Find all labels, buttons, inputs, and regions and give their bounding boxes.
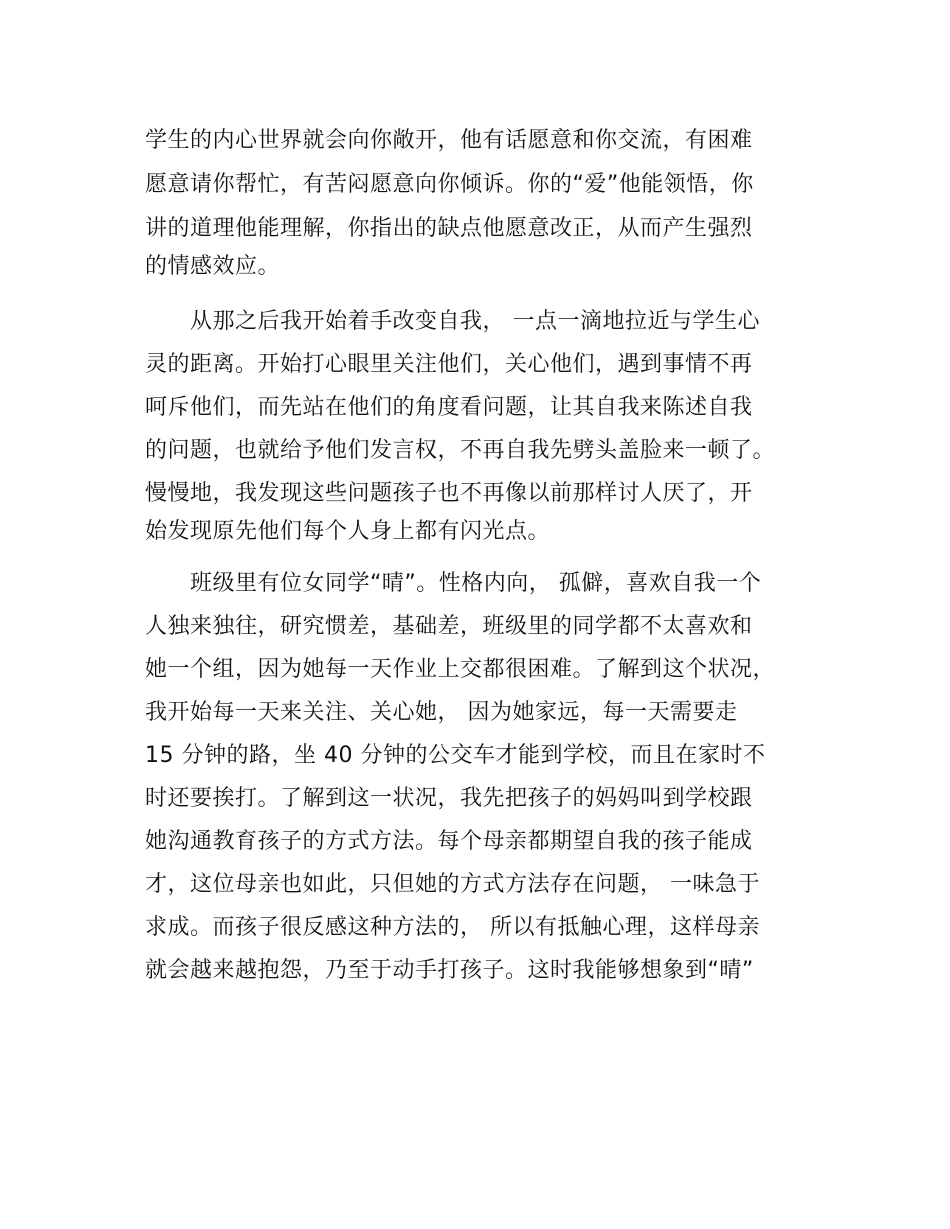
paragraph-3-line-1: 班级里有位女同学“晴”。性格内向， 孤僻，喜欢自我一个: [190, 571, 762, 596]
paragraph-3-line-7: 她沟通教育孩子的方式方法。每个母亲都期望自我的孩子能成: [145, 829, 753, 854]
paragraph-2-line-4: 的问题，也就给予他们发言权，不再自我先劈头盖脸来一顿了。: [145, 438, 776, 463]
paragraph-3-line-6: 时还要挨打。了解到这一状况，我先把孩子的妈妈叫到学校跟: [145, 786, 753, 811]
paragraph-1-line-2: 愿意请你帮忙，有苦闷愿意向你倾诉。你的“爱”他能领悟，你: [145, 172, 754, 197]
paragraph-2-line-5: 慢慢地，我发现这些问题孩子也不再像以前那样讨人厌了，开: [145, 481, 753, 506]
paragraph-3-line-5: 15 分钟的路，坐 40 分钟的公交车才能到学校，而且在家时不: [145, 743, 766, 768]
paragraph-3-line-9: 求成。而孩子很反感这种方法的， 所以有抵触心理，这样母亲: [145, 915, 760, 940]
paragraph-1-line-4: 的情感效应。: [145, 254, 281, 279]
paragraph-3-line-8: 才，这位母亲也如此，只但她的方式方法存在问题， 一味急于: [145, 872, 760, 897]
paragraph-2-line-1: 从那之后我开始着手改变自我， 一点一滴地拉近与学生心: [190, 309, 760, 334]
paragraph-2-line-3: 呵斥他们，而先站在他们的角度看问题，让其自我来陈述自我: [145, 395, 753, 420]
paragraph-3-line-10: 就会越来越抱怨，乃至于动手打孩子。这时我能够想象到“晴”: [145, 958, 754, 983]
paragraph-2-line-6: 始发现原先他们每个人身上都有闪光点。: [145, 519, 551, 544]
paragraph-3-line-3: 她一个组，因为她每一天作业上交都很困难。了解到这个状况，: [145, 657, 776, 682]
paragraph-1-line-1: 学生的内心世界就会向你敞开，他有话愿意和你交流，有困难: [145, 128, 753, 153]
paragraph-3-line-4: 我开始每一天来关注、关心她， 因为她家远，每一天需要走: [145, 700, 738, 725]
paragraph-3-line-2: 人独来独往，研究惯差，基础差，班级里的同学都不太喜欢和: [145, 614, 753, 639]
paragraph-1-line-3: 讲的道理他能理解，你指出的缺点他愿意改正，从而产生强烈: [145, 216, 753, 241]
paragraph-2-line-2: 灵的距离。开始打心眼里关注他们，关心他们，遇到事情不再: [145, 352, 753, 377]
